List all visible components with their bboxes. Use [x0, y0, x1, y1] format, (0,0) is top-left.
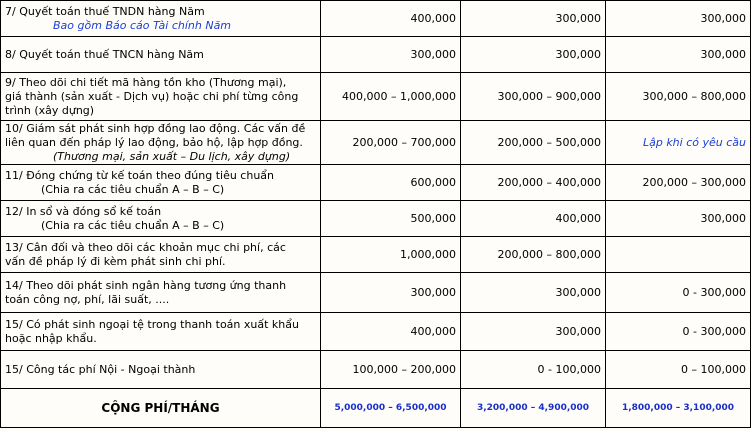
price-col4: Lập khi có yêu cầu	[606, 121, 751, 165]
price-col3: 200,000 – 800,000	[461, 237, 606, 273]
table-row	[1, 1, 751, 37]
service-note: (Thương mại, sản xuất – Du lịch, xây dựng)	[53, 149, 291, 163]
price-col4	[606, 237, 751, 273]
price-col2: 300,000	[321, 37, 461, 73]
price-col2: 300,000	[321, 273, 461, 313]
price-col4: 0 – 100,000	[606, 351, 751, 389]
total-row	[1, 389, 751, 428]
service-description: 11/ Đóng chứng từ kế toán theo đúng tiêu chuẩn (Chia ra các tiêu chuẩn A – B – C)	[1, 165, 321, 201]
total-col2: 5,000,000 – 6,500,000	[321, 389, 461, 428]
total-label: CỘNG PHÍ/THÁNG	[1, 389, 321, 428]
service-description: 14/ Theo dõi phát sinh ngân hàng tương ứng thanh toán công nợ, phí, lãi suất, ....	[1, 273, 321, 313]
table-row	[1, 237, 751, 273]
service-description: 10/ Giám sát phát sinh hợp đồng lao động. Các vấn đề liên quan đến pháp lý lao động, bảo hộ, lập hợp đồng. (Thương mại, sản xuất – Du lịch, xây dựng)	[1, 121, 321, 165]
table-row	[1, 201, 751, 237]
price-col2: 100,000 – 200,000	[321, 351, 461, 389]
table-row	[1, 37, 751, 73]
service-description: 7/ Quyết toán thuế TNDN hàng Năm Bao gồm Báo cáo Tài chính Năm	[1, 1, 321, 37]
price-col3: 300,000	[461, 1, 606, 37]
price-col4: 300,000	[606, 37, 751, 73]
price-col3: 300,000	[461, 313, 606, 351]
price-col4: 0 - 300,000	[606, 313, 751, 351]
price-col2: 400,000 – 1,000,000	[321, 73, 461, 121]
price-col3: 300,000	[461, 37, 606, 73]
service-description: 8/ Quyết toán thuế TNCN hàng Năm	[1, 37, 321, 73]
table-row	[1, 165, 751, 201]
price-col2: 400,000	[321, 313, 461, 351]
price-col4: 200,000 – 300,000	[606, 165, 751, 201]
price-col3: 200,000 – 400,000	[461, 165, 606, 201]
table-row	[1, 351, 751, 389]
table-row	[1, 313, 751, 351]
service-description: 12/ In sổ và đóng sổ kế toán (Chia ra các tiêu chuẩn A – B – C)	[1, 201, 321, 237]
table-row	[1, 73, 751, 121]
price-col2: 1,000,000	[321, 237, 461, 273]
price-col2: 200,000 – 700,000	[321, 121, 461, 165]
total-col3: 3,200,000 – 4,900,000	[461, 389, 606, 428]
total-col4: 1,800,000 – 3,100,000	[606, 389, 751, 428]
price-col3: 400,000	[461, 201, 606, 237]
price-col4: 300,000 – 800,000	[606, 73, 751, 121]
price-col4: 300,000	[606, 201, 751, 237]
price-col3: 300,000	[461, 273, 606, 313]
service-description: 15/ Có phát sinh ngoại tệ trong thanh toán xuất khẩu hoặc nhập khẩu.	[1, 313, 321, 351]
service-note: Bao gồm Báo cáo Tài chính Năm	[53, 18, 232, 32]
price-col2: 500,000	[321, 201, 461, 237]
service-description: 13/ Cân đối và theo dõi các khoản mục chi phí, các vấn đề pháp lý đi kèm phát sinh chi phí.	[1, 237, 321, 273]
service-description: 9/ Theo dõi chi tiết mã hàng tồn kho (Thương mại), giá thành (sản xuất - Dịch vụ) hoặc chi phí từng công trình (xây dựng)	[1, 73, 321, 121]
price-col2: 400,000	[321, 1, 461, 37]
price-col4: 300,000	[606, 1, 751, 37]
table-row	[1, 273, 751, 313]
price-col3: 200,000 – 500,000	[461, 121, 606, 165]
price-col3: 300,000 – 900,000	[461, 73, 606, 121]
service-note: (Chia ra các tiêu chuẩn A – B – C)	[41, 218, 225, 232]
price-col3: 0 - 100,000	[461, 351, 606, 389]
table-row	[1, 121, 751, 165]
price-col2: 600,000	[321, 165, 461, 201]
service-note: (Chia ra các tiêu chuẩn A – B – C)	[41, 182, 225, 196]
service-description: 15/ Công tác phí Nội - Ngoại thành	[1, 351, 321, 389]
price-col4: 0 - 300,000	[606, 273, 751, 313]
